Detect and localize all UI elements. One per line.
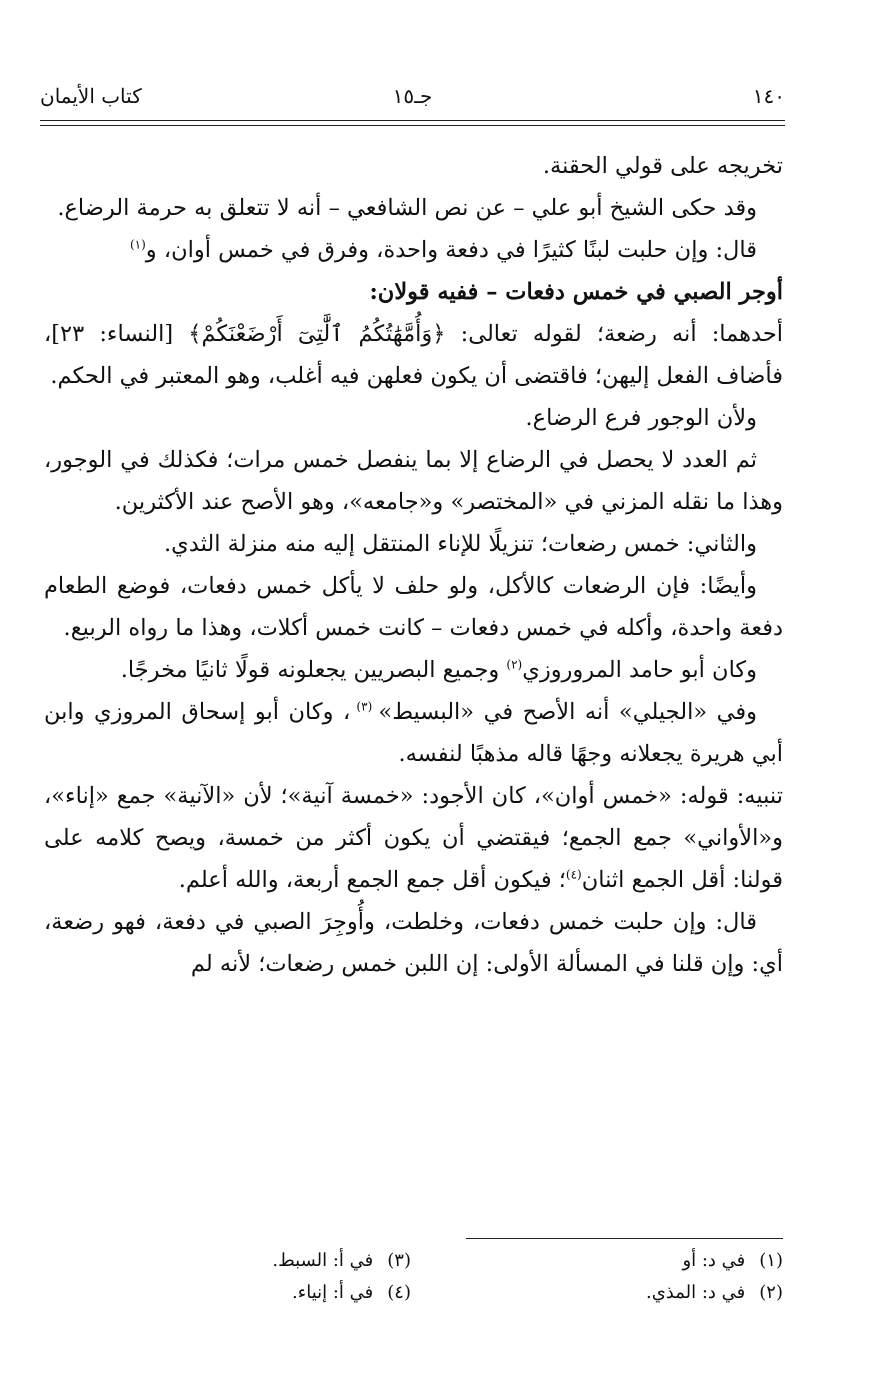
paragraph-11-text-a: وفي «الجيلي» أنه الأصح في «البسيط» [378,699,757,725]
footnote-ref-2[interactable]: (٢) [506,657,523,672]
paragraph-10-text-a: وكان أبو حامد المروروزي [522,657,757,683]
paragraph-4: أوجر الصبي في خمس دفعات – ففيه قولان: [369,279,783,305]
footnote-ref-1[interactable]: (١) [129,237,146,252]
paragraph-5: أحدهما: أنه رضعة؛ لقوله تعالى: ﴿وَأُمَّهَٰتُكُمُ ٱلَّٰتِىٓ أَرْضَعْنَكُمْ﴾ [النساء: ٢٣]، فأضاف الفعل إليهن؛ فاقتضى أن يكون فعلهن فيه أغلب، وهو المعتبر في الحكم. [44,321,783,389]
footnote-3 [51,1245,411,1277]
main-text [44,145,783,985]
paragraph-10-text-b: وجميع البصريين يجعلونه قولًا ثانيًا مخرجًا. [120,657,507,683]
book-title: كتاب الأيمان [40,84,142,108]
header-rule-thick [40,120,785,121]
paragraph-2: وقد حكى الشيخ أبو علي – عن نص الشافعي – أنه لا تتعلق به حرمة الرضاع. [57,195,757,221]
page-header [40,84,785,114]
paragraph-6: ولأن الوجور فرع الرضاع. [525,405,757,431]
footnote-number: (١) [759,1250,783,1271]
paragraph-10 [44,649,783,691]
paragraph-13: قال: وإن حلبت خمس دفعات، وخلطت، وأُوجِرَ الصبي في دفعة، فهو رضعة، أي: وإن قلنا في المسألة الأولى: إن اللبن خمس رضعات؛ لأنه لم [44,909,783,977]
paragraph-3-text: قال: وإن حلبت لبنًا كثيرًا في دفعة واحدة، وفرق في خمس أوان، و [145,237,757,263]
paragraph-12 [44,775,783,901]
footnote-number: (٣) [387,1250,411,1271]
paragraph-8: والثاني: خمس رضعات؛ تنزيلًا للإناء المنتقل إليه منه منزلة الثدي. [164,531,757,557]
footnote-4 [51,1277,411,1309]
paragraph-3 [44,229,783,271]
footnote-text: في د: أو [682,1250,746,1271]
header-rule-thin [40,125,785,126]
footnote-1 [423,1245,783,1277]
paragraph-1: تخريجه على قولي الحقنة. [542,153,783,179]
page-number: ١٤٠ [752,84,785,108]
footnote-separator [466,1238,783,1239]
footnote-ref-3[interactable]: (٣) [350,699,379,714]
paragraph-11-text-b: ، وكان أبو إسحاق المروزي وابن أبي هريرة يجعلانه وجهًا قاله مذهبًا لنفسه. [44,699,783,767]
footnote-2 [423,1277,783,1309]
paragraph-11 [44,691,783,775]
paragraph-12-text-b: ؛ فيكون أقل جمع الجمع أربعة، والله أعلم. [178,867,566,893]
footnote-number: (٤) [387,1282,411,1303]
paragraph-12-text-a: تنبيه: قوله: «خمس أوان»، كان الأجود: «خمسة آنية»؛ لأن «الآنية» جمع «إناء»، و«الأواني» جمع الجمع؛ فيقتضي أن يكون أكثر من خمسة، ويصح كلامه على قولنا: أقل الجمع اثنان [44,783,783,893]
volume-label: جـ١٥ [392,84,433,108]
footnote-ref-4[interactable]: (٤) [565,867,582,882]
footnote-text: في أ: إنياء. [292,1282,374,1303]
paragraph-7: ثم العدد لا يحصل في الرضاع إلا بما ينفصل خمس مرات؛ فكذلك في الوجور، وهذا ما نقله المزني في «المختصر» و«جامعه»، وهو الأصح عند الأكثرين. [44,447,783,515]
paragraph-9: وأيضًا: فإن الرضعات كالأكل، ولو حلف لا يأكل خمس دفعات، فوضع الطعام دفعة واحدة، وأكله في خمس دفعات – كانت خمس أكلات، وهذا ما رواه الربيع. [44,573,783,641]
footnote-text: في أ: السبط. [272,1250,374,1271]
footnote-text: في د: المذي. [645,1282,746,1303]
footnote-number: (٢) [759,1282,783,1303]
